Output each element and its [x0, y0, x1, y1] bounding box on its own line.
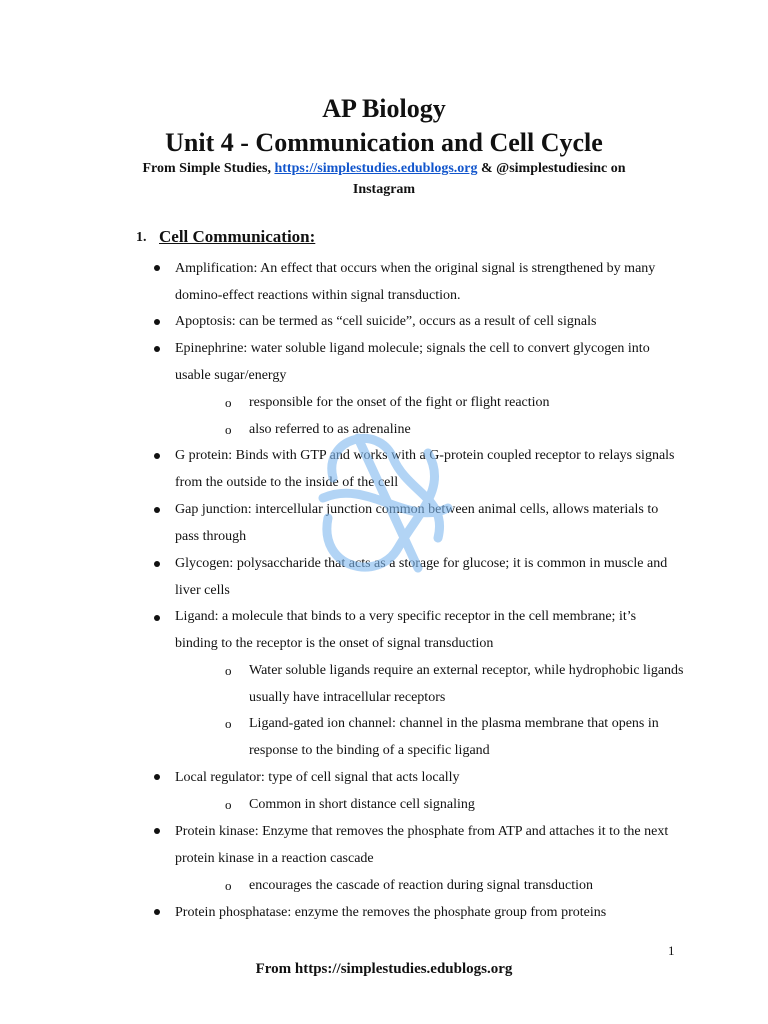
simple-studies-logo-icon — [298, 418, 468, 588]
section-title: Cell Communication: — [159, 227, 316, 246]
list-item: Gap junction: intercellular junction common between animal cells, allows materials to pass through — [175, 502, 659, 544]
unit-title: Unit 4 - Communication and Cell Cycle — [165, 128, 603, 157]
bullet-dot — [154, 909, 160, 915]
bullet-dot — [154, 319, 160, 325]
sub-bullet-marker: o — [225, 422, 232, 437]
bullet-dot — [154, 265, 160, 271]
bullet-dot — [154, 615, 160, 621]
bullet-dot — [154, 774, 160, 780]
list-item: Local regulator: type of cell signal that acts locally — [175, 770, 460, 785]
sub-list-item: Water soluble ligands require an external receptor, while hydrophobic ligands usually have intracellular receptors — [249, 663, 684, 705]
bullet-dot — [154, 507, 160, 513]
list-item: Ligand: a molecule that binds to a very specific receptor in the cell membrane; it’s binding to the receptor is the onset of signal transduction — [175, 609, 637, 651]
sub-bullet-marker: o — [225, 878, 232, 893]
source-prefix: From Simple Studies, — [142, 161, 275, 176]
document-title: AP Biology — [322, 94, 446, 123]
sub-list-item: encourages the cascade of reaction during signal transduction — [249, 878, 594, 893]
sub-bullet-marker: o — [225, 797, 232, 812]
sub-list-item: also referred to as adrenaline — [249, 422, 411, 437]
sub-list-item: Common in short distance cell signaling — [249, 797, 475, 812]
bullet-dot — [154, 561, 160, 567]
list-item: G protein: Binds with GTP and works with a G-protein coupled receptor to relays signals from the outside to the inside of the cell — [175, 448, 675, 490]
list-item: Amplification: An effect that occurs when the original signal is strengthened by many domino-effect reactions within signal transduction. — [175, 261, 656, 303]
sub-bullet-marker: o — [225, 716, 232, 731]
source-suffix: & @simplestudiesinc on Instagram — [352, 161, 626, 197]
sub-bullet-marker: o — [225, 663, 232, 678]
sub-bullet-marker: o — [225, 395, 232, 410]
list-item: Epinephrine: water soluble ligand molecule; signals the cell to convert glycogen into usable sugar/energy — [175, 341, 650, 383]
list-item: Protein kinase: Enzyme that removes the phosphate from ATP and attaches it to the next protein kinase in a reaction cascade — [175, 824, 669, 866]
source-link[interactable]: https://simplestudies.edublogs.org — [274, 161, 478, 176]
bullet-dot — [154, 828, 160, 834]
list-item: Protein phosphatase: enzyme the removes the phosphate group from proteins — [175, 905, 607, 920]
sub-list-item: Ligand-gated ion channel: channel in the plasma membrane that opens in response to the binding of a specific ligand — [249, 716, 659, 758]
list-item: Glycogen: polysaccharide that acts as a storage for glucose; it is common in muscle and liver cells — [175, 556, 668, 598]
footer-text: From https://simplestudies.edublogs.org — [255, 961, 513, 977]
page-number: 1 — [668, 943, 675, 958]
list-item: Apoptosis: can be termed as “cell suicide”, occurs as a result of cell signals — [175, 314, 597, 329]
section-number: 1. — [136, 230, 147, 245]
bullet-dot — [154, 453, 160, 459]
sub-list-item: responsible for the onset of the fight or flight reaction — [249, 395, 550, 410]
source-line — [110, 158, 658, 200]
bullet-dot — [154, 346, 160, 352]
